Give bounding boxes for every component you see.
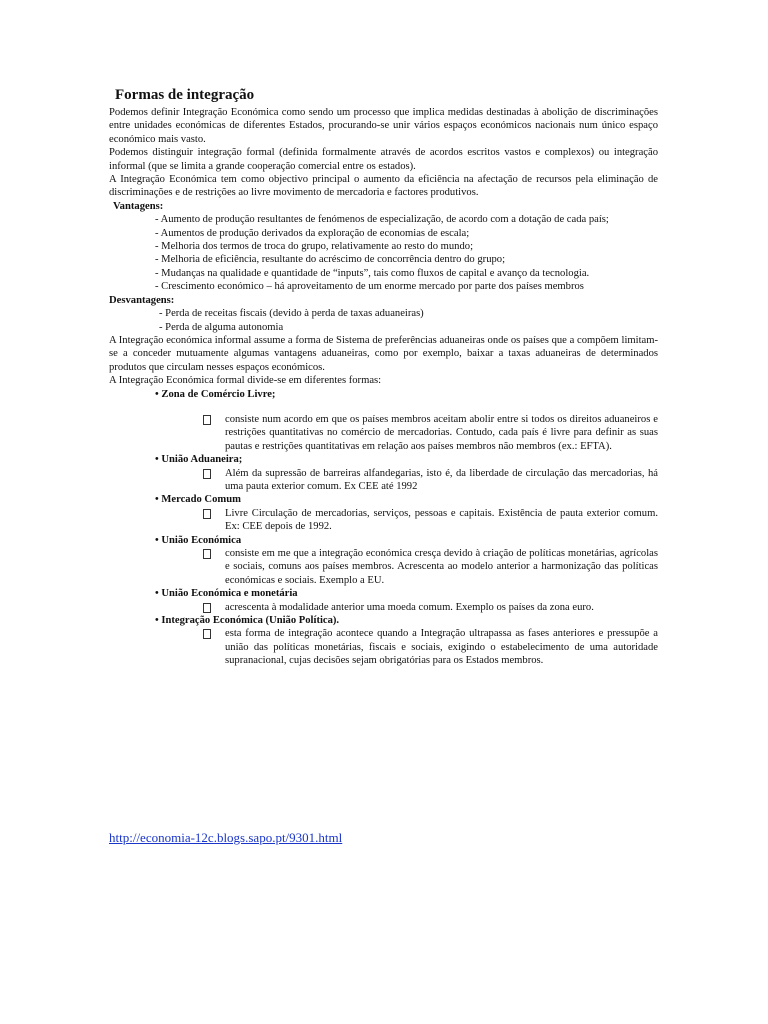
missing-glyph-icon xyxy=(203,415,211,425)
mid-paragraph-1: A Integração económica informal assume a forma de Sistema de preferências aduaneiras onde os países que a compõem limitam-se a conceder mutuamente algumas vantagens aduaneiras, como por exemplo, baixar a taxas aduaneiras de determinados produtos que circulam nesses espaços económicos. xyxy=(109,334,658,373)
form-heading-mercado-comum: • Mercado Comum xyxy=(155,494,241,506)
intro-paragraph-3: A Integração Económica tem como objectivo principal o aumento da eficiência na afectação de recursos pela eliminação de discriminações e de restrições ao livre movimento de mercadoria e factores produtivos. xyxy=(109,174,658,199)
intro-paragraph-1: Podemos definir Integração Económica como sendo um processo que implica medidas destinadas à abolição de discriminações entre unidades económicas de diferentes Estados, procurando-se unir vários espaços económicos nacionais num único espaço económico mais vasto. xyxy=(109,107,658,145)
desvantagem-item: - Perda de alguma autonomia xyxy=(159,321,284,333)
missing-glyph-icon xyxy=(203,629,211,639)
form-heading-uniao-economica: • União Económica xyxy=(155,534,242,546)
vantagens-heading: Vantagens: xyxy=(113,200,164,212)
form-body-uniao-economica: consiste em me que a integração económica cresça devido à criação de políticas monetárias, agrícolas e sociais, comuns aos países membros. Acrescenta ao modelo anterior a harmonização das políticas económicas e sociais. Exemplo a EU. xyxy=(109,547,658,587)
form-body-zona-comercio-livre: consiste num acordo em que os países membros aceitam abolir entre si todos os direitos aduaneiros e restrições quantitativas no comércio de mercadorias. Contudo, cada país é livre para definir as suas pautas e restrições quantitativas em relação aos países membros não membros (ex.: EFTA). xyxy=(109,413,658,453)
vantagem-item: - Aumento de produção resultantes de fenómenos de especialização, de acordo com a dotação de cada país; xyxy=(155,214,609,226)
form-body-mercado-comum: Livre Circulação de mercadorias, serviços, pessoas e capitais. Existência de pauta exterior comum. Ex: CEE depois de 1992. xyxy=(109,507,658,534)
form-heading-uniao-aduaneira: • União Aduaneira; xyxy=(155,454,243,466)
spacer xyxy=(109,401,658,413)
vantagem-item: - Melhoria dos termos de troca do grupo, relativamente ao resto do mundo; xyxy=(155,241,474,253)
missing-glyph-icon xyxy=(203,549,211,559)
vantagem-item: - Mudanças na qualidade e quantidade de “inputs”, tais como fluxos de capital e avanço da tecnologia. xyxy=(155,267,590,279)
vantagem-item: - Melhoria de eficiência, resultante do acréscimo de concorrência dentro do grupo; xyxy=(155,254,506,266)
bullet-icon: • xyxy=(155,534,159,546)
mid-paragraph-2: A Integração Económica formal divide-se em diferentes formas: xyxy=(109,375,382,387)
bullet-icon: • xyxy=(155,615,159,627)
bullet-icon: • xyxy=(155,588,159,600)
missing-glyph-icon xyxy=(203,603,211,613)
desvantagens-list xyxy=(109,307,658,334)
form-heading-uniao-economica-monetaria: • União Económica e monetária xyxy=(155,588,298,600)
vantagem-item: - Crescimento económico – há aproveitamento de um enorme mercado por parte dos países membros xyxy=(155,281,584,293)
source-link[interactable]: http://economia-12c.blogs.sapo.pt/9301.html xyxy=(109,830,343,845)
missing-glyph-icon xyxy=(203,469,211,479)
bullet-icon: • xyxy=(155,388,159,400)
page-title: Formas de integração xyxy=(115,87,255,103)
bullet-icon: • xyxy=(155,454,159,466)
vantagem-item: - Aumentos de produção derivados da exploração de economias de escala; xyxy=(155,227,470,239)
intro-paragraph-2: Podemos distinguir integração formal (definida formalmente através de acordos escritos vastos e complexos) ou integração informal (que se limita a grande cooperação comercial entre os estados). xyxy=(109,147,658,172)
document-content xyxy=(109,86,658,668)
form-body-uniao-aduaneira: Além da supressão de barreiras alfandegarias, isto é, da liberdade de circulação das mercadorias, há uma pauta exterior comum. Ex CEE até 1992 xyxy=(109,467,658,494)
form-heading-integracao-politica: • Integração Económica (União Política). xyxy=(155,615,340,627)
vantagens-list xyxy=(109,213,658,293)
desvantagens-heading: Desvantagens: xyxy=(109,294,175,306)
form-heading-zona-comercio-livre: • Zona de Comércio Livre; xyxy=(155,388,276,400)
form-body-uniao-economica-monetaria: acrescenta à modalidade anterior uma moeda comum. Exemplo os países da zona euro. xyxy=(109,601,658,614)
desvantagem-item: - Perda de receitas fiscais (devido à perda de taxas aduaneiras) xyxy=(159,308,424,320)
missing-glyph-icon xyxy=(203,509,211,519)
form-body-integracao-politica: esta forma de integração acontece quando a Integração ultrapassa as fases anteriores e pressupõe a união das políticas monetárias, fiscais e sociais, exigindo o estabelecimento de uma autoridade supranacional, cujas decisões sejam obrigatórias para os Estados membros. xyxy=(109,627,658,667)
bullet-icon: • xyxy=(155,494,159,506)
